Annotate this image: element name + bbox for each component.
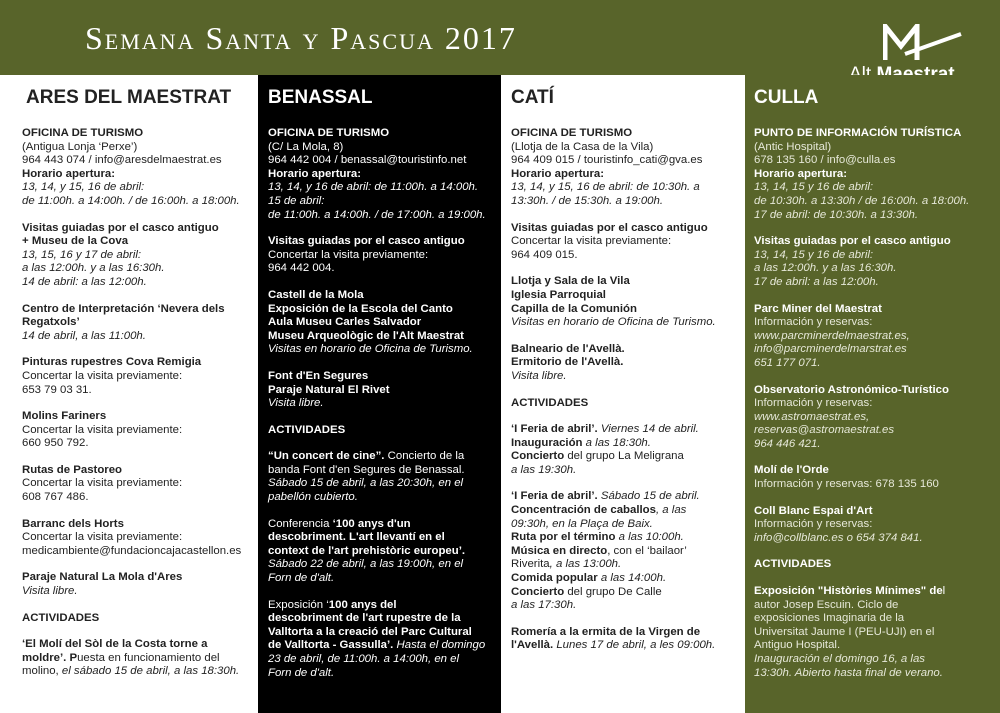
info-line-run: Riverita [511,558,550,571]
info-line: Visita libre. [511,369,567,382]
info-line [268,599,495,613]
info-line: (C/ La Mola, 8) [268,140,344,153]
info-line: (Antigua Lonja ‘Perxe’) [22,140,138,153]
info-line-run: Música en directo [511,544,608,557]
info-line: Aula Museu Carles Salvador [268,316,422,329]
info-block [511,490,739,612]
info-line: OFICINA DE TURISMO [268,127,390,139]
info-line: autor Josep Escuin. Ciclo de [754,598,899,611]
info-line: 13, 14, y 15, 16 de abril: de 10:30h. a [511,181,700,194]
info-line: www.astromaestrat.es, [754,410,870,423]
info-line: 678 135 160 / info@culla.es [754,154,896,167]
info-line-run: de Valltorta - Gassulla’. [268,639,397,652]
info-block [22,518,252,559]
info-line: 964 442 004 / benassal@touristinfo.net [268,154,467,167]
info-line: ‘El Molí del Sòl de la Costa torne a [22,638,208,651]
info-line: Exposición de la Escola del Canto [268,302,453,315]
info-line [511,437,739,451]
info-line: 13, 14, 15 y 16 de abril: [754,181,874,194]
info-line: 14 de abril, a las 11:00h. [22,329,146,342]
info-line: Visitas guiadas por el casco antiguo [22,221,219,234]
info-block [22,464,252,505]
info-block [511,423,739,477]
info-line: 17 de abril: a las 12:00h. [754,275,879,288]
info-line: Visitas guiadas por el casco antiguo [511,221,708,234]
info-line-run: l [942,585,946,598]
info-line-run: 100 anys del [328,598,397,611]
info-line: Castell de la Mola [268,288,364,301]
info-line: Universitat Jaume I (PEU-UJI) en el [754,625,935,638]
info-line [511,504,739,518]
info-block [754,384,994,452]
info-line: Molins Fariners [22,410,107,423]
info-line: Visita libre. [22,585,78,598]
info-line: Valltorta a la creació del Parc Cultural [268,625,472,638]
info-line-run: Hasta el domingo [396,639,486,652]
info-line [22,665,252,679]
info-line-run: ‘I Feria de abril’. [511,490,598,503]
info-line: Paraje Natural La Mola d'Ares [22,571,183,584]
info-line [268,450,495,464]
info-line: Antiguo Hospital. [754,639,841,652]
info-line: 653 79 03 31. [22,383,92,396]
info-line-run: Exposición "Històries Mínimes" de [754,585,943,598]
info-line: a las 12:00h. y a las 16:30h. [754,262,897,275]
info-line: ACTIVIDADES [511,396,589,409]
info-block [511,343,739,384]
info-line: 13:30h. / de 15:30h. a 19:00h. [511,194,664,207]
info-line: 964 409 015 / touristinfo_cati@gva.es [511,154,703,167]
info-line: ACTIVIDADES [22,611,100,624]
info-line-run: del grupo La Meligrana [564,450,684,463]
info-line: Visitas en horario de Oficina de Turismo. [268,343,473,356]
info-line: Sábado 22 de abril, a las 19:00h, en el [268,558,464,571]
info-line: Parc Miner del Maestrat [754,302,882,315]
info-line: Barranc dels Horts [22,517,124,530]
info-line: Forn de d'alt. [268,666,335,679]
info-line: 608 767 486. [22,491,89,504]
info-block [754,505,994,546]
info-line: banda Font d'en Segures de Benassal. [268,463,465,476]
info-line: 964 446 421. [754,437,821,450]
info-line: Visitas guiadas por el casco antiguo [754,235,951,248]
info-line: 13, 14, 15 y 16 de abril: [754,248,874,261]
info-line-run: Sábado 15 de abril. [597,490,700,503]
info-line: descobriment. L'art llevantí en el [268,531,445,544]
info-line: Museu Arqueològic de l'Alt Maestrat [268,329,464,342]
info-block [511,397,739,411]
info-line: Horario apertura: [511,167,605,180]
info-line [511,586,739,600]
info-block [268,127,495,222]
info-line: Concertar la visita previamente: [511,235,672,248]
column-title: CATÍ [511,87,554,108]
info-line: 13:30h. Abierto hasta final de verano. [754,666,943,679]
info-block [268,599,495,681]
info-line: 660 950 792. [22,437,89,450]
info-line-run: , a las [655,504,687,517]
info-line: a las 17:30h. [511,599,577,612]
info-line-run: a las 10:00h. [618,531,684,544]
header-bar [0,0,1000,75]
info-line: info@collblanc.es o 654 374 841. [754,531,923,544]
column-title: BENASSAL [268,87,373,108]
info-block [754,464,994,491]
info-line: ACTIVIDADES [754,558,832,571]
info-line: Forn de d'alt. [268,572,335,585]
info-line-run: l'Avellà. [511,639,557,652]
info-line-run: Concierto [511,585,565,598]
info-line: Rutas de Pastoreo [22,463,123,476]
info-line: Llotja y Sala de la Vila [511,275,630,288]
info-line: Horario apertura: [754,167,848,180]
info-line: (Antic Hospital) [754,140,832,153]
info-line: 964 443 074 / info@aresdelmaestrat.es [22,154,222,167]
info-block [268,289,495,357]
column-title: CULLA [754,87,819,108]
info-line-run: el sábado 15 de abril, a las 18:30h. [61,665,240,678]
info-line: OFICINA DE TURISMO [511,127,633,139]
info-block [511,275,739,329]
info-line [511,639,739,653]
info-line: 964 409 015. [511,248,578,261]
info-block [268,370,495,411]
info-line: OFICINA DE TURISMO [22,127,144,139]
info-line: 23 de abril, de 11:00h. a 14:00h, en el [268,653,460,665]
info-line: Concertar la visita previamente: [268,248,429,261]
info-line: + Museu de la Cova [22,235,129,248]
info-line: Pinturas rupestres Cova Remigia [22,356,202,369]
info-line [22,652,252,666]
info-block [754,585,994,680]
info-line: Concertar la visita previamente: [22,369,183,382]
info-block [754,303,994,371]
column-cati [501,75,745,713]
info-block [754,235,994,289]
info-line-run: a las 18:30h. [582,436,651,449]
info-line: Iglesia Parroquial [511,288,606,301]
info-line [511,531,739,545]
info-line: 13, 14, y 15, 16 de abril: [22,181,145,194]
info-line [511,558,739,572]
info-line: reservas@astromaestrat.es [754,424,895,437]
info-line: medicambiente@fundacioncajacastellon.es [22,544,242,557]
info-line [511,490,739,504]
info-line-run: Inauguración [511,436,583,449]
column-ares-del-maestrat [0,75,258,713]
info-line-run: “Un concert de cine”. [268,450,385,463]
info-line: Molí de l'Orde [754,464,829,477]
info-line-run: Concierto de la [384,450,465,463]
info-line: Información y reservas: 678 135 160 [754,478,939,491]
info-line: descobriment de l'art rupestre de la [268,612,461,625]
info-line-run: Concierto [511,450,565,463]
info-line: Visitas guiadas por el casco antiguo [268,235,465,248]
info-line: PUNTO DE INFORMACIÓN TURÍSTICA [754,127,962,139]
info-line: 09:30h, en la Plaça de Baix. [511,517,653,530]
info-line [268,518,495,532]
info-line [511,423,739,437]
info-block [22,571,252,598]
info-line: Información y reservas: [754,316,873,329]
info-line: Paraje Natural El Rivet [268,383,390,396]
info-block [754,127,994,222]
info-line-run: Exposición ‘ [268,598,329,611]
info-line: Concertar la visita previamente: [22,423,183,436]
info-line [511,545,739,559]
column-benassal [258,75,501,713]
info-line: a las 19:30h. [511,463,577,476]
page-title: Semana Santa y Pascua 2017 [85,20,517,56]
column-title: ARES DEL MAESTRAT [26,87,232,108]
info-block [22,356,252,397]
column-body [511,127,739,653]
info-line-run: , con el ‘bailaor’ [607,544,687,557]
info-line: Capilla de la Comunión [511,302,637,315]
info-block [22,638,252,679]
info-block [22,303,252,344]
info-line: ACTIVIDADES [268,423,346,436]
info-line: Visitas en horario de Oficina de Turismo. [511,316,716,329]
info-line-run: molino, [22,665,62,678]
column-body [22,127,252,679]
info-line: Sábado 15 de abril, a las 20:30h, en el [268,477,464,490]
info-line: Font d'En Segures [268,369,369,382]
info-line: de 10:30h. a 13:30h / de 16:00h. a 18:00h. [754,194,970,207]
info-line-run: ‘I Feria de abril’. [511,423,598,436]
info-block [268,424,495,438]
info-line [754,585,994,599]
info-line: www.parcminerdelmaestrat.es, [754,329,910,342]
info-line: Observatorio Astronómico-Turístico [754,383,949,396]
info-block [22,127,252,209]
info-line: a las 12:00h. y a las 16:30h. [22,262,165,275]
info-block [22,222,252,290]
info-block [22,410,252,451]
info-line: info@parcminerdelmarstrat.es [754,343,907,356]
info-line: 964 442 004. [268,262,335,275]
info-line: Horario apertura: [22,167,116,180]
info-line: 651 177 071. [754,356,821,369]
info-block [268,450,495,504]
info-block [268,235,495,276]
info-line-run: ‘100 anys d'un [332,517,411,530]
info-block [22,612,252,626]
info-line-run: Conferencia [268,517,333,530]
info-line-run: Viernes 14 de abril. [597,423,699,436]
info-line: Visita libre. [268,397,324,410]
info-line [511,450,739,464]
info-line: de 11:00h. a 14:00h. / de 16:00h. a 18:00h. [22,194,240,207]
info-line: pabellón cubierto. [268,491,358,504]
info-line-run: moldre’. P [22,651,78,664]
info-line: Inauguración el domingo 16, a las [754,653,925,665]
info-line: Concertar la visita previamente: [22,477,183,490]
info-line: Ermitorio de l'Avellà. [511,356,624,369]
info-line: Regatxols’ [22,316,80,329]
info-line: Balneario de l'Avellà. [511,342,625,355]
info-line-run: Lunes 17 de abril, a les 09:00h. [556,639,716,652]
info-line: 15 de abril: [268,194,325,207]
info-line: Información y reservas: [754,397,873,410]
info-line-run: Ruta por el término [511,531,619,544]
info-line-run: Comida popular [511,572,601,585]
info-line [511,572,739,586]
info-line: Romería a la ermita de la Virgen de [511,625,701,638]
info-block [511,626,739,653]
info-line-run: , a las 13:00h. [549,558,622,571]
info-line: 14 de abril: a las 12:00h. [22,275,147,288]
info-line [268,639,495,653]
info-line: Información y reservas: [754,518,873,531]
info-line: 13, 15, 16 y 17 de abril: [22,248,142,261]
info-block [511,127,739,209]
info-line-run: Concentración de caballos [511,504,656,517]
info-line: de 11:00h. a 14:00h. / de 17:00h. a 19:00h. [268,208,486,221]
column-body [754,127,994,680]
column-culla [745,75,1000,713]
info-line: exposiciones Imaginaria de la [754,612,905,625]
info-line: 17 de abril: de 10:30h. a 13:30h. [754,208,919,221]
info-line: Coll Blanc Espai d'Art [754,504,873,517]
info-line-run: a las 14:00h. [600,572,667,585]
info-block [511,222,739,263]
info-line: Concertar la visita previamente: [22,531,183,544]
info-line-run: uesta en funcionamiento del [77,651,220,664]
info-block [268,518,495,586]
info-line: (Llotja de la Casa de la Vila) [511,140,654,153]
logo-m-icon [883,24,963,62]
column-body [268,127,495,680]
info-line: Centro de Interpretación ‘Nevera dels [22,302,225,315]
info-block [754,558,994,572]
info-line-run: del grupo De Calle [564,585,662,598]
info-line: Horario apertura: [268,167,362,180]
info-line: context de l'art prehistòric europeu’. [268,544,466,557]
info-line: 13, 14, y 16 de abril: de 11:00h. a 14:00h. [268,181,479,194]
